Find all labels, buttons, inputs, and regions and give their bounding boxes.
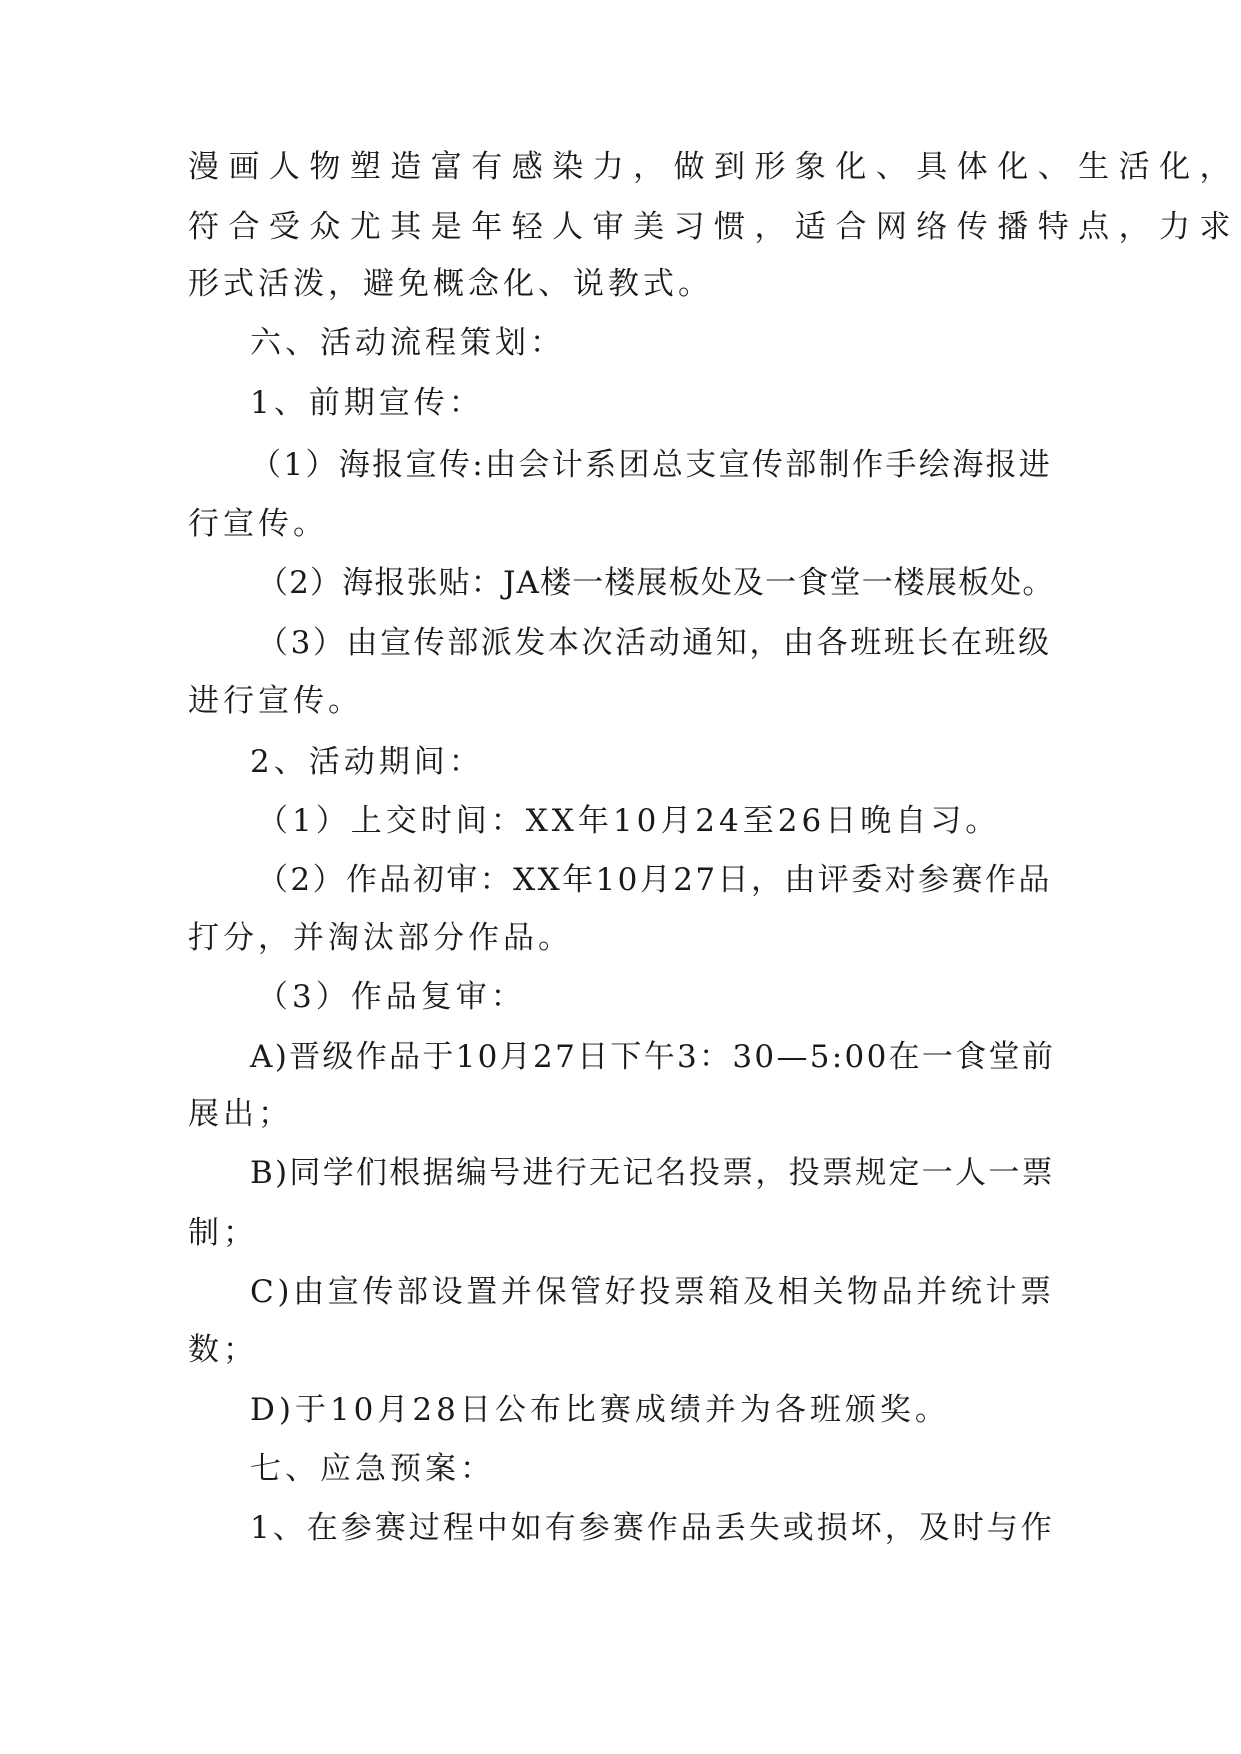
subsection-heading: 2、活动期间： bbox=[250, 744, 484, 780]
text-line: （3）作品复审： bbox=[257, 979, 526, 1015]
text-line: （2）海报张贴：JA楼一楼展板处及一食堂一楼展板处。 bbox=[257, 565, 1055, 601]
text-line: C)由宣传部设置并保管好投票箱及相关物品并统计票 bbox=[250, 1274, 1055, 1310]
section-heading: 七、应急预案： bbox=[250, 1451, 495, 1487]
text-line: 漫画人物塑造富有感染力，做到形象化、具体化、生活化， bbox=[188, 149, 1240, 185]
text-line: （3）由宣传部派发本次活动通知，由各班班长在班级 bbox=[257, 625, 1052, 661]
text-line: 展出； bbox=[188, 1096, 293, 1132]
text-line: 数； bbox=[188, 1332, 258, 1368]
text-line: 行宣传。 bbox=[188, 506, 328, 542]
text-line: （1）海报宣传:由会计系团总支宣传部制作手绘海报进 bbox=[250, 447, 1053, 483]
subsection-heading: 1、前期宣传： bbox=[250, 385, 484, 421]
text-line: （2）作品初审：XX年10月27日，由评委对参赛作品 bbox=[257, 862, 1052, 898]
text-line: 符合受众尤其是年轻人审美习惯，适合网络传播特点，力求 bbox=[188, 209, 1240, 245]
text-line: （1）上交时间：XX年10月24至26日晚自习。 bbox=[257, 803, 1001, 839]
text-line: 制； bbox=[188, 1215, 258, 1251]
text-line: 进行宣传。 bbox=[188, 683, 363, 719]
text-line: B)同学们根据编号进行无记名投票，投票规定一人一票 bbox=[250, 1155, 1055, 1191]
text-line: 打分，并淘汰部分作品。 bbox=[188, 920, 573, 956]
text-line: A)晋级作品于10月27日下午3：30—5:00在一食堂前 bbox=[250, 1039, 1056, 1075]
section-heading: 六、活动流程策划： bbox=[250, 325, 565, 361]
text-line: D)于10月28日公布比赛成绩并为各班颁奖。 bbox=[250, 1392, 950, 1428]
text-line: 1、在参赛过程中如有参赛作品丢失或损坏，及时与作 bbox=[250, 1510, 1055, 1546]
text-line: 形式活泼，避免概念化、说教式。 bbox=[188, 266, 713, 302]
